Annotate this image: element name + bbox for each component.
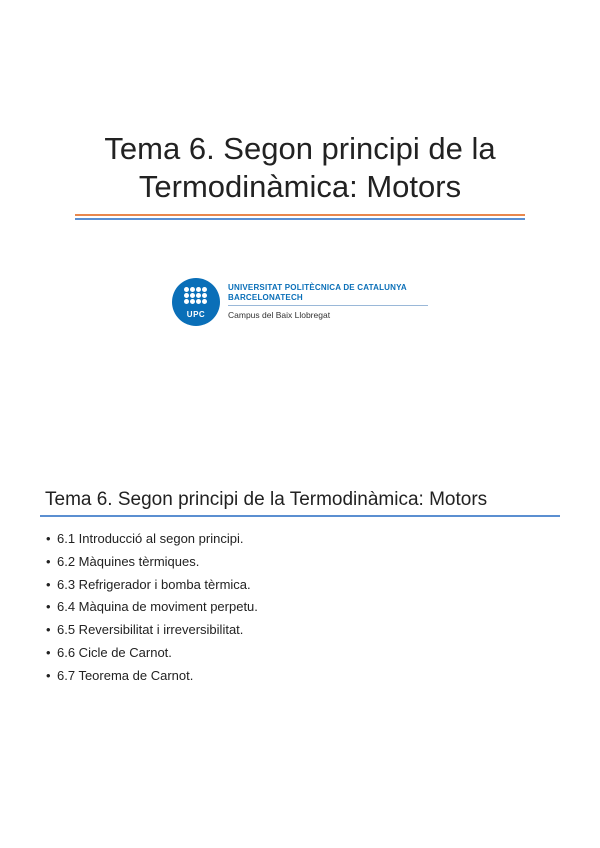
topic-item-label: 6.5 Reversibilitat i irreversibilitat. — [57, 622, 244, 638]
topic-item-label: 6.3 Refrigerador i bomba tèrmica. — [57, 576, 251, 592]
upc-logo-letters: UPC — [186, 310, 206, 319]
upc-logo — [172, 278, 432, 328]
bullet-icon: • — [46, 667, 51, 683]
topic-list — [46, 528, 258, 688]
bullet-icon: • — [46, 531, 51, 546]
logo-barcelonatech: BARCELONATECH — [228, 293, 303, 302]
cover-title — [40, 130, 560, 206]
bullet-icon: • — [46, 644, 51, 660]
bullet-icon: • — [46, 553, 51, 569]
topic-item — [46, 551, 258, 574]
contents-heading: Tema 6. Segon principi de la Termodinàmica: Motors — [45, 489, 488, 510]
topic-item — [46, 619, 258, 642]
bullet-icon: • — [46, 622, 51, 638]
topic-item — [46, 528, 258, 551]
topic-item-label: 6.2 Màquines tèrmiques. — [57, 553, 200, 569]
cover-title-line1: Tema 6. Segon principi de la — [104, 131, 496, 166]
logo-separator — [228, 305, 428, 306]
logo-university-name: UNIVERSITAT POLITÈCNICA DE CATALUNYA — [228, 283, 407, 292]
topic-item-label: 6.7 Teorema de Carnot. — [57, 667, 194, 683]
bullet-icon: • — [46, 576, 51, 592]
upc-logo-mark — [172, 278, 220, 326]
topic-item-label: 6.1 Introducció al segon principi. — [57, 531, 244, 546]
bullet-icon: • — [46, 599, 51, 615]
topic-item-label: 6.4 Màquina de moviment perpetu. — [57, 599, 258, 615]
title-underline-orange — [75, 214, 525, 216]
title-underline-blue — [75, 218, 525, 220]
topic-item — [46, 665, 258, 688]
cover-title-line2: Termodinàmica: Motors — [138, 169, 462, 204]
topic-item-label: 6.6 Cicle de Carnot. — [57, 644, 172, 660]
logo-campus: Campus del Baix Llobregat — [228, 310, 331, 320]
topic-item — [46, 574, 258, 597]
topic-item — [46, 596, 258, 619]
contents-slide — [0, 424, 600, 848]
contents-heading-underline — [40, 515, 560, 517]
topic-item — [46, 642, 258, 665]
